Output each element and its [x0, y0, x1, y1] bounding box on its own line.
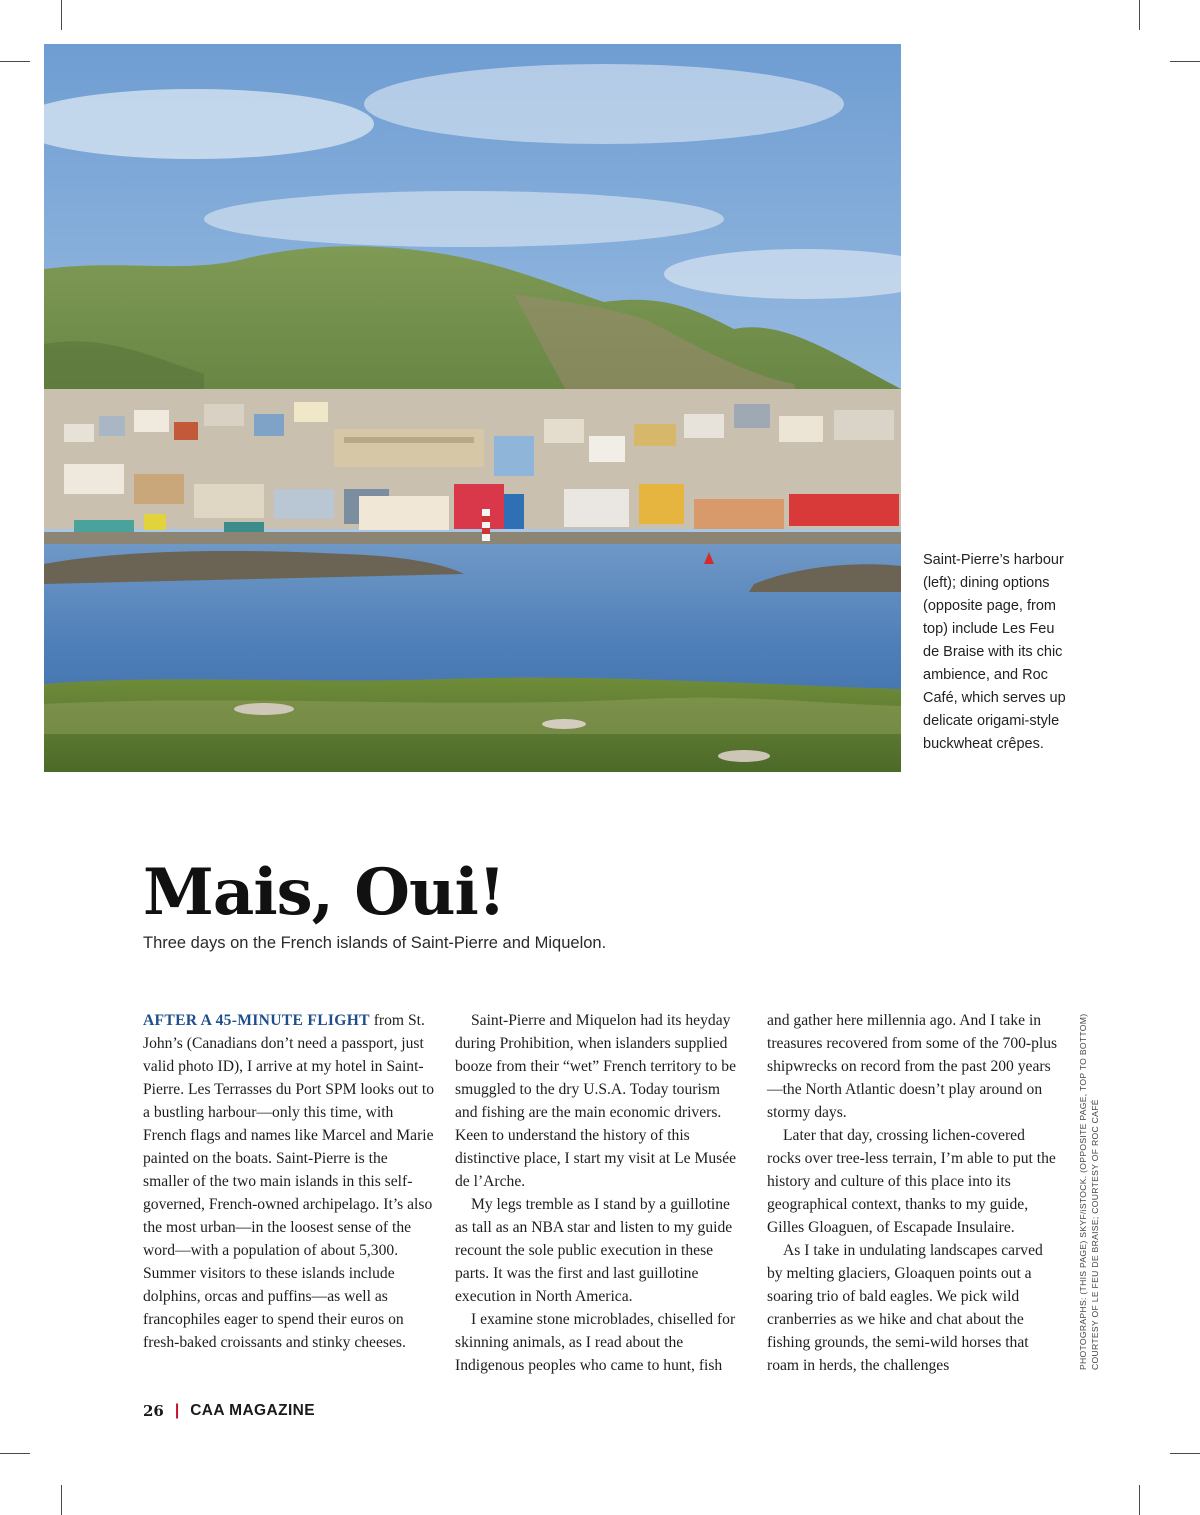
- page-number: 26: [143, 1402, 164, 1420]
- photo-credit-line: COURTESY OF LE FEU DE BRAISE; COURTESY OF ROC CAFÉ: [1090, 1099, 1100, 1370]
- paragraph: As I take in undulating landscapes carved by melting glaciers, Gloaquen points out a soaring trio of bald eagles. We pick wild cranberries as we hike and chat about the fishing grounds, the semi-wild horses that roam in herds, the challenges: [767, 1242, 1043, 1374]
- paragraph: and gather here millennia ago. And I take in treasures recovered from some of the 700-plus shipwrecks on record from the past 200 years—the North Atlantic doesn’t play around on stormy days.: [767, 1012, 1058, 1121]
- crop-mark: [61, 1485, 62, 1515]
- paragraph: My legs tremble as I stand by a guillotine as tall as an NBA star and listen to my guide recount the sole public execution in these parts. It was the first and last guillotine execution in North America.: [455, 1196, 733, 1305]
- crop-mark: [1139, 0, 1140, 30]
- article-column-1: [143, 1009, 434, 1354]
- crop-mark: [61, 0, 62, 30]
- crop-mark: [0, 61, 30, 62]
- crop-mark: [1139, 1485, 1140, 1515]
- paragraph: from St. John’s (Canadians don’t need a passport, just valid photo ID), I arrive at my hotel in Saint-Pierre. Les Terrasses du Port SPM looks out to a bustling harbour—only this time, with French flags and names like Marcel and Marie painted on the boats. Saint-Pierre is the smaller of the two main islands in this self-governed, French-owned archipelago. It’s also the most urban—in the loosest sense of the word—with a population of about 5,300. Summer visitors to these islands include dolphins, orcas and puffins—as well as francophiles eager to spend their euros on fresh-baked croissants and stinky cheeses.: [143, 1012, 434, 1351]
- paragraph: Saint-Pierre and Miquelon had its heyday during Prohibition, when islanders supplied booze from their “wet” French territory to be smuggled to the dry U.S.A. Today tourism and fishing are the main economic drivers. Keen to understand the history of this distinctive place, I start my visit at Le Musée de l’Arche.: [455, 1012, 737, 1190]
- photo-caption: Saint-Pierre’s harbour (left); dining options (opposite page, from top) include Les Feu de Braise with its chic ambience, and Roc Café, which serves up delicate origami-style buckwheat crêpes.: [923, 552, 1066, 752]
- folio: [143, 1402, 315, 1420]
- photo-credit-line: PHOTOGRAPHS: (THIS PAGE) SKYF/iSTOCK. (OPPOSITE PAGE, TOP TO BOTTOM): [1078, 1013, 1088, 1370]
- headline: Mais, Oui!: [143, 855, 505, 930]
- folio-separator: |: [174, 1402, 180, 1419]
- paragraph: I examine stone microblades, chiselled for skinning animals, as I read about the Indigenous peoples who came to hunt, fish: [455, 1311, 736, 1374]
- dek: Three days on the French islands of Saint-Pierre and Miquelon.: [143, 934, 607, 952]
- crop-mark: [0, 1453, 30, 1454]
- crop-mark: [1170, 1453, 1200, 1454]
- article-column-3: [767, 1009, 1058, 1377]
- harbour-photo: [44, 44, 901, 772]
- crop-mark: [1170, 61, 1200, 62]
- paragraph: Later that day, crossing lichen-covered rocks over tree-less terrain, I’m able to put the history and culture of this place into its geographical context, thanks to my guide, Gilles Gloaguen, of Escapade Insulaire.: [767, 1127, 1056, 1236]
- article-column-2: [455, 1009, 746, 1377]
- lead-in: AFTER A 45-MINUTE FLIGHT: [143, 1012, 370, 1029]
- magazine-name: CAA MAGAZINE: [190, 1402, 315, 1419]
- photo-credit: [1077, 990, 1101, 1370]
